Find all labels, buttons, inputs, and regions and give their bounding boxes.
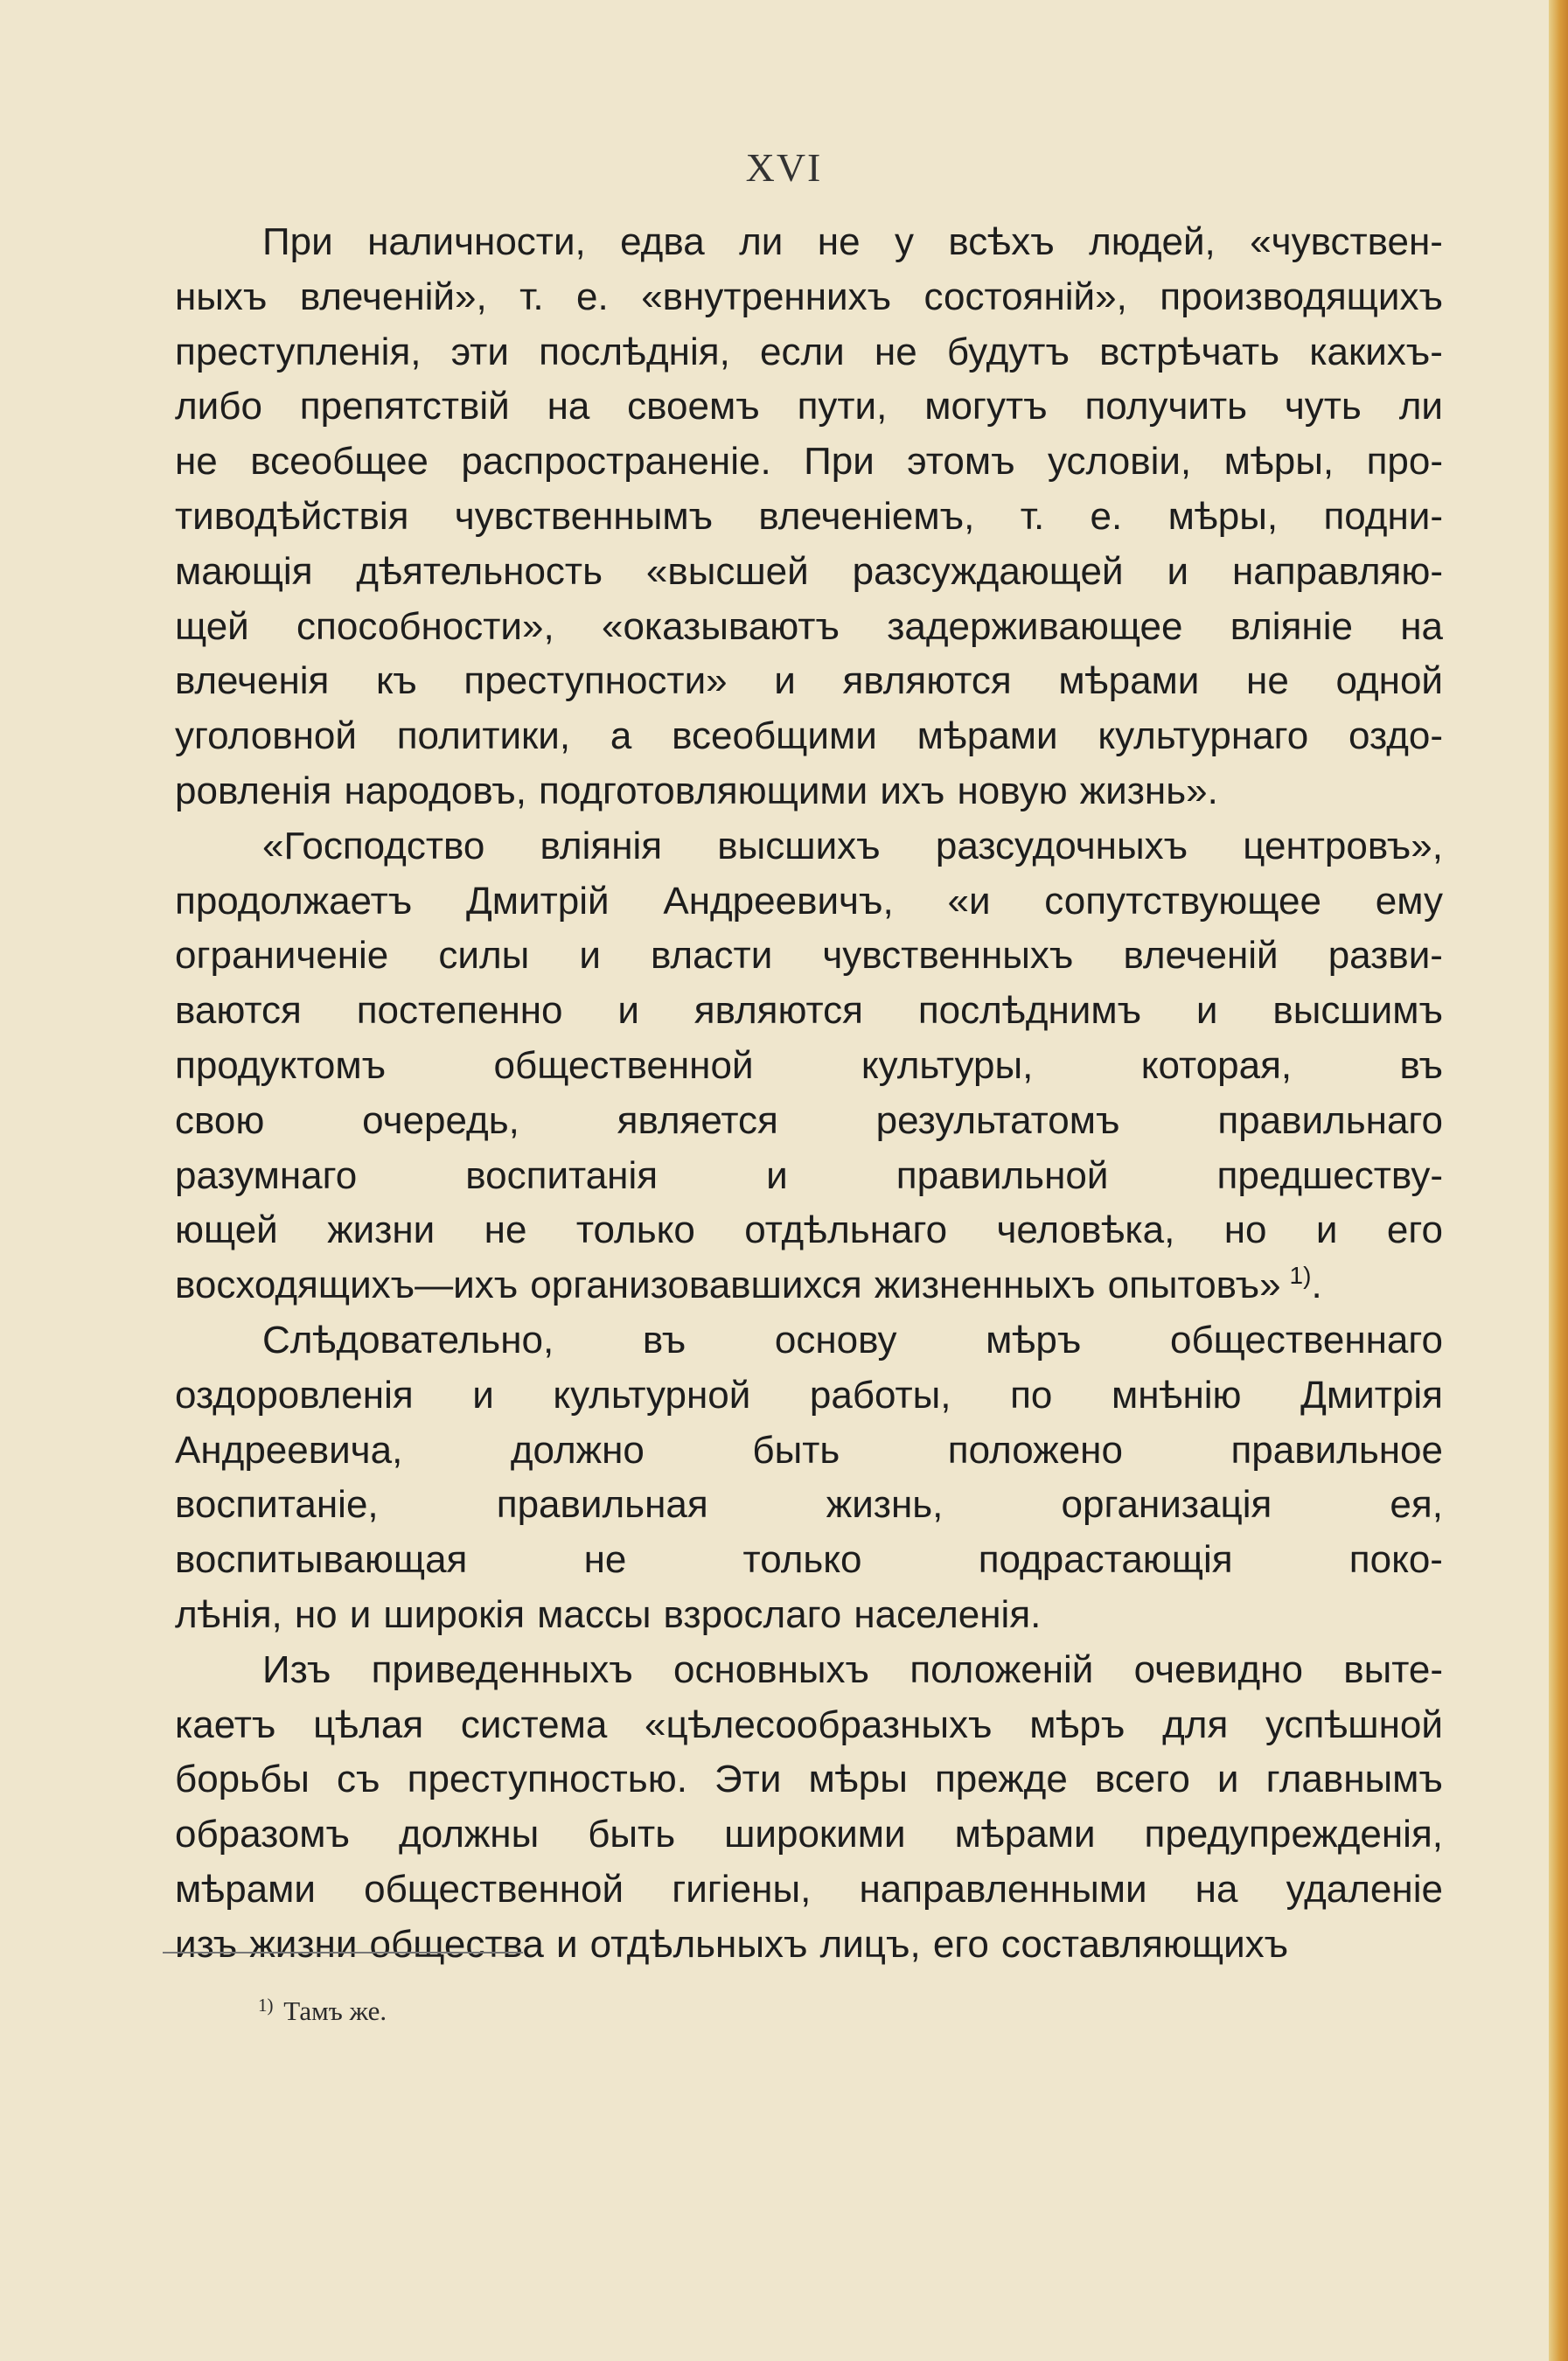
text-line: ровленія народовъ, подготовляющими ихъ новую жизнь». <box>175 769 1218 812</box>
page-edge <box>1549 0 1568 2361</box>
paragraph <box>175 1313 1443 1643</box>
text-line: продолжаетъ Дмитрій Андреевичъ, «и сопутствующее ему <box>175 879 1443 923</box>
page-number: XVI <box>745 145 823 190</box>
text-line: разумнаго воспитанія и правильной предшеству- <box>175 1153 1443 1197</box>
footnote-divider <box>163 1952 523 1954</box>
paragraph <box>175 819 1443 1313</box>
text-line: либо препятствій на своемъ пути, могутъ получить чуть ли <box>175 385 1443 428</box>
text-line: свою очередь, является результатомъ правильнаго <box>175 1098 1443 1142</box>
text-line: образомъ должны быть широкими мѣрами предупрежденія, <box>175 1813 1443 1856</box>
text-line: воспитаніе, правильная жизнь, организація ея, <box>175 1483 1443 1527</box>
footnote-text: Тамъ же. <box>283 1995 387 2026</box>
text-line: тиводѣйствія чувственнымъ влеченіемъ, т. е. мѣры, подни- <box>175 494 1443 538</box>
text-line: При наличности, едва ли не у всѣхъ людей, «чувствен- <box>262 220 1443 263</box>
text-line: каетъ цѣлая система «цѣлесообразныхъ мѣръ для успѣшной <box>175 1703 1443 1746</box>
text-line: ваются постепенно и являются послѣднимъ и высшимъ <box>175 989 1443 1033</box>
text-line: Андреевича, должно быть положено правильное <box>175 1428 1443 1472</box>
text-line: щей способности», «оказываютъ задерживающее вліяніе на <box>175 604 1443 648</box>
text-line: не всеобщее распространеніе. При этомъ условіи, мѣры, про- <box>175 440 1443 484</box>
footnote <box>258 1995 387 2027</box>
text-line: мѣрами общественной гигіены, направленными на удаленіе <box>175 1867 1443 1911</box>
text-line: восходящихъ—ихъ организовавшихся жизненныхъ опытовъ» 1) . <box>175 1258 1443 1313</box>
text-line: воспитывающая не только подрастающія поко- <box>175 1538 1443 1582</box>
text-line: влеченія къ преступности» и являются мѣрами не одной <box>175 659 1443 703</box>
text-line: борьбы съ преступностью. Эти мѣры прежде всего и главнымъ <box>175 1758 1443 1801</box>
text-line: ныхъ влеченій», т. е. «внутреннихъ состояній», производящихъ <box>175 275 1443 318</box>
text-line: «Господство вліянія высшихъ разсудочныхъ центровъ», <box>262 824 1443 867</box>
text-line: изъ жизни общества и отдѣльныхъ лицъ, его составляющихъ <box>175 1922 1289 1966</box>
footnote-reference: 1) <box>1289 1262 1312 1290</box>
text-line: мающія дѣятельность «высшей разсуждающей и направляю- <box>175 549 1443 593</box>
text-line: преступленія, эти послѣднія, если не будутъ встрѣчать какихъ- <box>175 330 1443 373</box>
text-line: ющей жизни не только отдѣльнаго человѣка, но и его <box>175 1208 1443 1252</box>
text-line: Слѣдовательно, въ основу мѣръ общественнаго <box>262 1318 1443 1362</box>
paragraph <box>175 1643 1443 1973</box>
footnote-mark: 1) <box>258 1995 274 2016</box>
text-line: продуктомъ общественной культуры, которая, въ <box>175 1043 1443 1087</box>
text-line: лѣнія, но и широкія массы взрослаго населенія. <box>175 1592 1042 1636</box>
body-text <box>175 215 1443 1973</box>
text-line: ограниченіе силы и власти чувственныхъ влеченій разви- <box>175 934 1443 978</box>
text-line: уголовной политики, а всеобщими мѣрами культурнаго оздо- <box>175 714 1443 758</box>
text-line: оздоровленія и культурной работы, по мнѣнію Дмитрія <box>175 1373 1443 1417</box>
text-line: Изъ приведенныхъ основныхъ положеній очевидно выте- <box>262 1647 1443 1691</box>
paragraph <box>175 215 1443 819</box>
